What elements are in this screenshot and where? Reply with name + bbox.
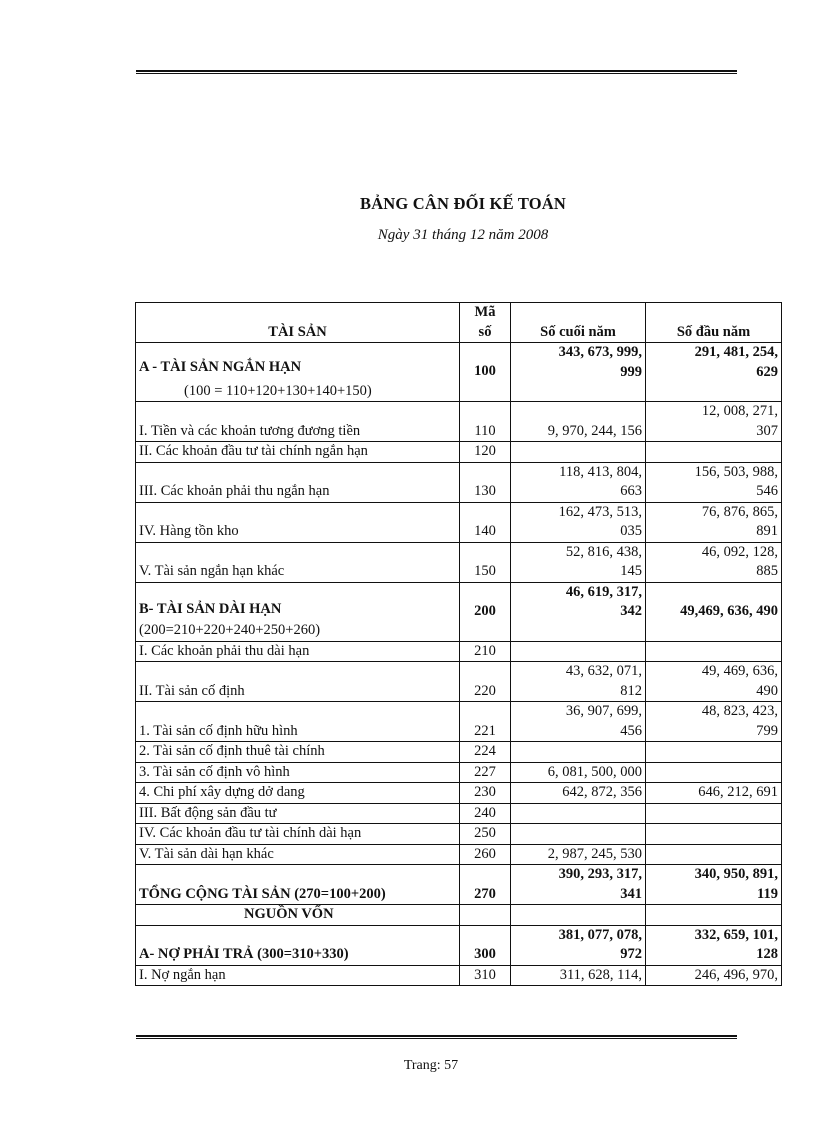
row-end-value: 642, 872, 356 [511,783,646,804]
row-code: 260 [460,844,511,865]
document-date: Ngày 31 tháng 12 năm 2008 [377,227,549,243]
row-code: 110 [460,402,511,442]
row-label: TỔNG CỘNG TÀI SẢN (270=100+200) [136,865,460,905]
row-label: IV. Các khoản đầu tư tài chính dài hạn [136,824,460,845]
row-begin-value [646,803,782,824]
row-label: I. Nợ ngắn hạn [136,965,460,986]
table-row [136,965,782,986]
row-label: A - TÀI SẢN NGẮN HẠN [139,359,302,375]
row-begin-value [646,844,782,865]
header-end-of-year: Số cuối năm [511,303,646,343]
row-end-value: 46, 619, 317, 342 [511,582,646,641]
row-begin-value: 12, 008, 271, 307 [646,402,782,442]
table-row [136,865,782,905]
row-label: V. Tài sản dài hạn khác [136,844,460,865]
row-end-value: 381, 077, 078, 972 [511,925,646,965]
row-label: I. Các khoản phải thu dài hạn [136,641,460,662]
table-row [136,803,782,824]
row-label: II. Các khoản đầu tư tài chính ngắn hạn [136,442,460,463]
row-code: 310 [460,965,511,986]
row-formula: (200=210+220+240+250+260) [139,622,321,638]
table-row [136,742,782,763]
row-end-value: 9, 970, 244, 156 [511,402,646,442]
header-beginning-of-year: Số đầu năm [646,303,782,343]
row-begin-value: 49,469, 636, 490 [646,582,782,641]
table-row [136,542,782,582]
row-begin-value [646,762,782,783]
row-end-value: 43, 632, 071, 812 [511,662,646,702]
row-end-value: 162, 473, 513, 035 [511,502,646,542]
row-code: 300 [460,925,511,965]
table-row [136,702,782,742]
row-begin-value: 76, 876, 865, 891 [646,502,782,542]
row-begin-value [646,641,782,662]
row-begin-value [646,824,782,845]
header-code: Mã số [460,303,511,343]
row-label: 4. Chi phí xây dựng dở dang [136,783,460,804]
table-row [136,783,782,804]
document-title: BẢNG CÂN ĐỐI KẾ TOÁN [359,194,566,213]
row-end-value [511,824,646,845]
row-begin-value: 246, 496, 970, [646,965,782,986]
row-label: I. Tiền và các khoản tương đương tiền [136,402,460,442]
row-label: IV. Hàng tồn kho [136,502,460,542]
table-row [136,925,782,965]
row-formula: (100 = 110+120+130+140+150) [184,382,372,399]
row-code: 270 [460,865,511,905]
row-begin-value [646,742,782,763]
table-header-row [136,303,782,343]
table-row [136,343,782,402]
row-label: 3. Tài sản cố định vô hình [136,762,460,783]
row-code: 140 [460,502,511,542]
row-begin-value: 332, 659, 101, 128 [646,925,782,965]
row-begin-value: 48, 823, 423, 799 [646,702,782,742]
row-end-value: 36, 907, 699, 456 [511,702,646,742]
header-rule [136,70,737,74]
row-code: 240 [460,803,511,824]
row-code: 221 [460,702,511,742]
row-end-value: 118, 413, 804, 663 [511,462,646,502]
row-code: 230 [460,783,511,804]
row-end-value: 311, 628, 114, [511,965,646,986]
row-code: 120 [460,442,511,463]
row-code: 100 [460,343,511,402]
row-begin-value: 49, 469, 636, 490 [646,662,782,702]
row-code: 200 [460,582,511,641]
row-end-value: 6, 081, 500, 000 [511,762,646,783]
footer-rule [136,1035,737,1039]
row-code: 220 [460,662,511,702]
row-end-value: 2, 987, 245, 530 [511,844,646,865]
row-label: V. Tài sản ngắn hạn khác [136,542,460,582]
table-row [136,762,782,783]
table-row [136,824,782,845]
row-label: 1. Tài sản cố định hữu hình [136,702,460,742]
row-code: 250 [460,824,511,845]
row-code: 224 [460,742,511,763]
row-label: A- NỢ PHẢI TRẢ (300=310+330) [136,925,460,965]
row-end-value [511,742,646,763]
section-heading-capital-sources: NGUỒN VỐN [244,906,334,922]
row-begin-value: 291, 481, 254, 629 [646,343,782,402]
table-row [136,641,782,662]
row-end-value: 343, 673, 999, 999 [511,343,646,402]
row-label: B- TÀI SẢN DÀI HẠN [139,600,282,617]
row-label: III. Bất động sản đầu tư [136,803,460,824]
row-code: 227 [460,762,511,783]
row-end-value [511,803,646,824]
table-row [136,844,782,865]
table-row [136,502,782,542]
header-asset: TÀI SẢN [136,303,460,343]
row-begin-value: 46, 092, 128, 885 [646,542,782,582]
table-row [136,462,782,502]
table-row [136,442,782,463]
row-label: II. Tài sản cố định [136,662,460,702]
row-end-value [511,641,646,662]
row-begin-value [646,442,782,463]
row-begin-value: 646, 212, 691 [646,783,782,804]
row-label: 2. Tài sản cố định thuê tài chính [136,742,460,763]
row-end-value [511,442,646,463]
row-begin-value: 156, 503, 988, 546 [646,462,782,502]
row-end-value: 390, 293, 317, 341 [511,865,646,905]
table-row [136,402,782,442]
page-number: Trang: 57 [403,1058,459,1073]
row-code: 210 [460,641,511,662]
row-code: 150 [460,542,511,582]
table-row [136,662,782,702]
row-end-value: 52, 816, 438, 145 [511,542,646,582]
row-code: 130 [460,462,511,502]
row-begin-value: 340, 950, 891, 119 [646,865,782,905]
balance-sheet-table [135,302,782,986]
row-label: III. Các khoản phải thu ngắn hạn [136,462,460,502]
table-row [136,582,782,641]
table-row [136,905,782,926]
